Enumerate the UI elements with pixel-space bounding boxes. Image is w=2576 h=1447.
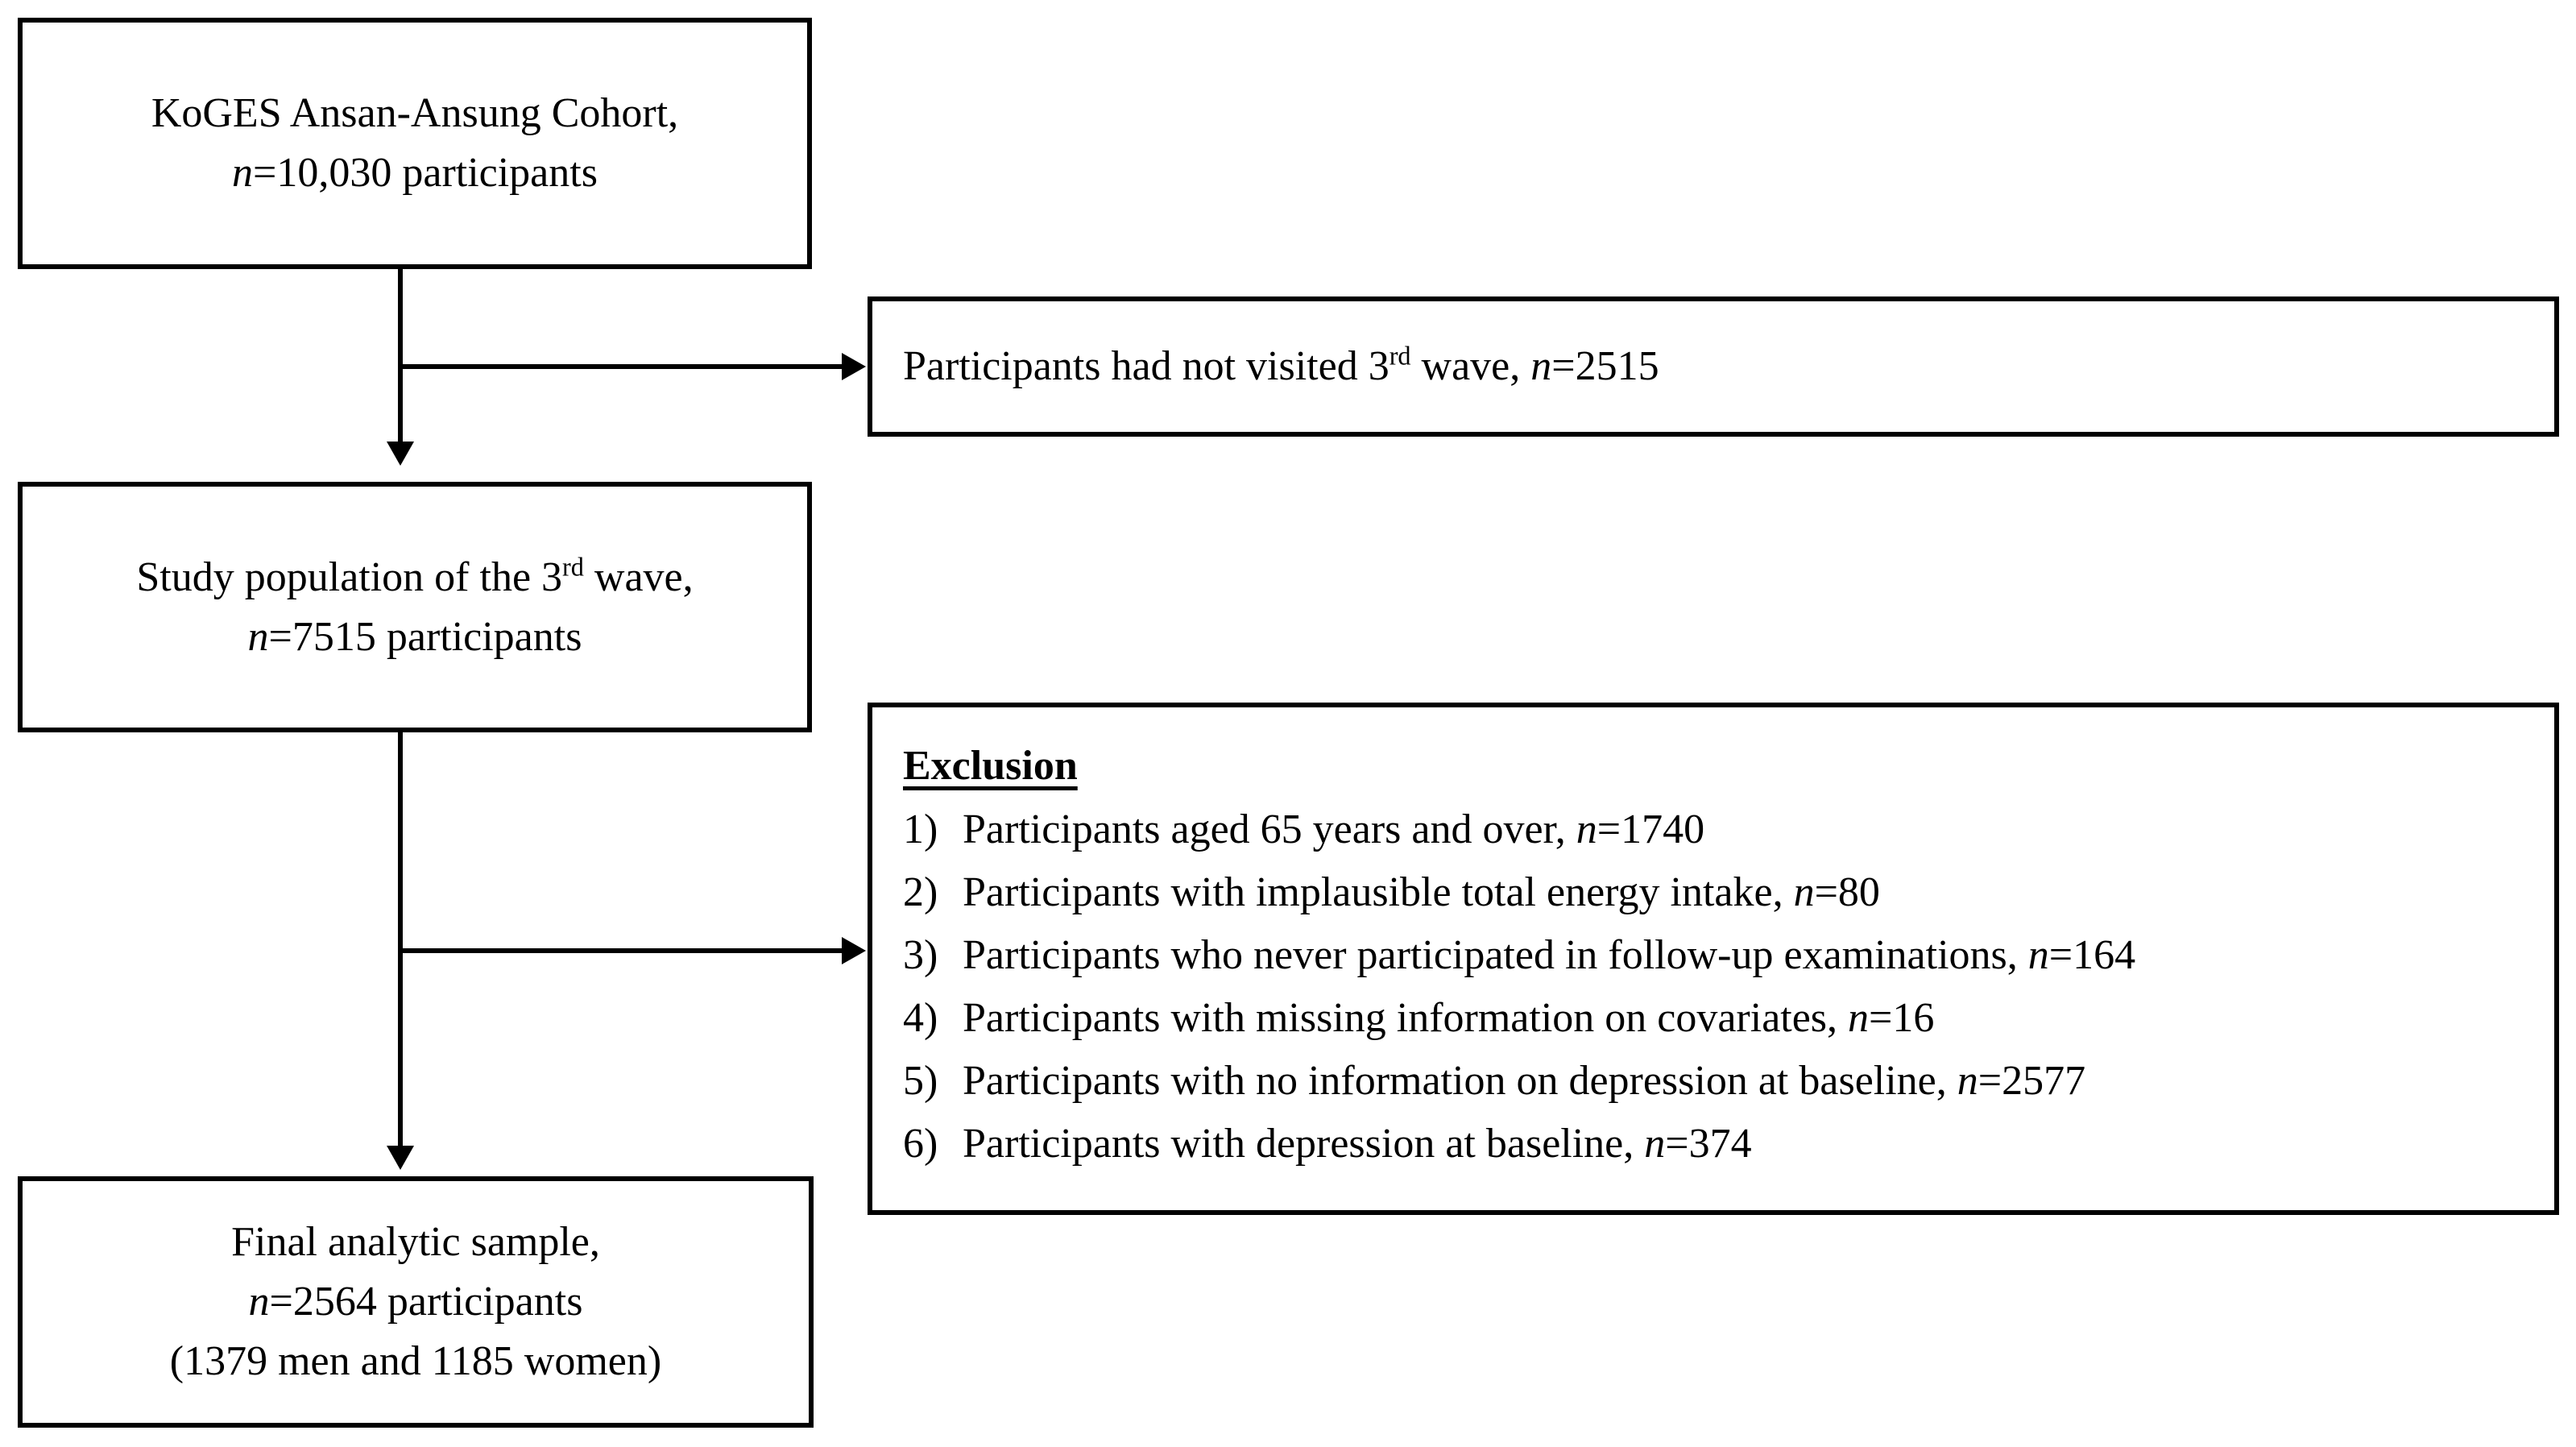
list-item (903, 932, 2136, 979)
arrowhead-right-to-not-visited (842, 353, 866, 380)
exclusion-item-label: Participants with no information on depression at baseline, (963, 1058, 1957, 1105)
exclusion-item-n-value: =2577 (1978, 1058, 2086, 1105)
final-line-2 (249, 1272, 583, 1332)
exclusion-item-n-symbol: n (1957, 1058, 1978, 1105)
connector-cohort-to-study-vertical (398, 269, 403, 443)
box-koges-cohort (18, 18, 812, 269)
box-final-analytic-sample (18, 1176, 814, 1428)
not-visited-middle: wave, (1410, 343, 1531, 390)
not-visited-n-symbol: n (1530, 343, 1552, 390)
exclusion-item-n-symbol: n (2027, 932, 2049, 979)
not-visited-n-value: =2515 (1551, 343, 1659, 390)
exclusion-item-text (963, 869, 1880, 916)
arrowhead-right-to-exclusion (842, 937, 866, 964)
study-line-1-ordinal: rd (562, 552, 584, 582)
study-line-1 (136, 548, 693, 607)
connector-branch-to-not-visited (400, 364, 842, 369)
exclusion-item-number: 2) (903, 869, 938, 916)
exclusion-item-text (963, 995, 1935, 1042)
exclusion-item-number: 1) (903, 806, 938, 853)
box-not-visited-third-wave (868, 296, 2559, 437)
exclusion-item-text (963, 1123, 1752, 1165)
exclusion-item-text (963, 1058, 2086, 1105)
list-item (903, 1123, 2135, 1165)
study-line-1-suffix: wave, (583, 554, 694, 600)
cohort-n-value: =10,030 participants (253, 150, 598, 196)
exclusion-item-n-symbol: n (1644, 1121, 1666, 1167)
final-n-value: =2564 participants (269, 1279, 583, 1325)
exclusion-item-n-value: =374 (1665, 1121, 1752, 1167)
final-line-1: Final analytic sample, (231, 1219, 600, 1266)
box-exclusion (868, 703, 2559, 1215)
study-line-1-prefix: Study population of the 3 (136, 554, 563, 600)
connector-branch-to-exclusion (400, 948, 842, 953)
list-item (903, 1058, 2135, 1105)
final-line-3: (1379 men and 1185 women) (169, 1337, 662, 1384)
exclusion-item-n-symbol: n (1793, 869, 1815, 916)
exclusion-item-number: 6) (903, 1121, 938, 1167)
not-visited-prefix: Participants had not visited 3 (903, 343, 1389, 390)
cohort-n-symbol: n (232, 150, 254, 196)
box-study-population (18, 482, 812, 732)
exclusion-item-n-value: =164 (2048, 932, 2136, 979)
list-item (903, 806, 2135, 853)
not-visited-text (903, 337, 1659, 396)
exclusion-item-label: Participants who never participated in follow-up examinations, (963, 932, 2028, 979)
exclusion-item-label: Participants with implausible total energy intake, (963, 869, 1794, 916)
study-line-2 (248, 607, 582, 667)
final-n-symbol: n (248, 1279, 270, 1325)
cohort-line-2 (232, 143, 598, 203)
exclusion-list (903, 806, 2136, 1186)
cohort-line-1: KoGES Ansan-Ansung Cohort, (151, 90, 679, 137)
exclusion-item-label: Participants aged 65 years and over, (963, 806, 1576, 853)
study-n-value: =7515 participants (268, 613, 582, 660)
exclusion-item-text (963, 932, 2136, 979)
exclusion-item-label: Participants with missing information on covariates, (963, 995, 1849, 1042)
not-visited-ordinal: rd (1389, 341, 1411, 371)
list-item (903, 995, 2135, 1042)
exclusion-title: Exclusion (903, 743, 1078, 789)
arrowhead-down-to-final (387, 1146, 414, 1170)
exclusion-item-text (963, 806, 1705, 853)
exclusion-item-number: 3) (903, 932, 938, 979)
exclusion-item-n-symbol: n (1576, 806, 1597, 853)
exclusion-item-n-symbol: n (1848, 995, 1870, 1042)
exclusion-item-number: 4) (903, 995, 938, 1042)
study-n-symbol: n (247, 613, 269, 660)
list-item (903, 869, 2135, 916)
exclusion-item-number: 5) (903, 1058, 938, 1105)
exclusion-item-n-value: =1740 (1597, 806, 1705, 853)
arrowhead-down-to-study (387, 442, 414, 466)
exclusion-item-label: Participants with depression at baseline, (963, 1121, 1645, 1167)
exclusion-item-n-value: =16 (1869, 995, 1935, 1042)
exclusion-item-n-value: =80 (1814, 869, 1880, 916)
connector-study-to-final-vertical (398, 732, 403, 1148)
